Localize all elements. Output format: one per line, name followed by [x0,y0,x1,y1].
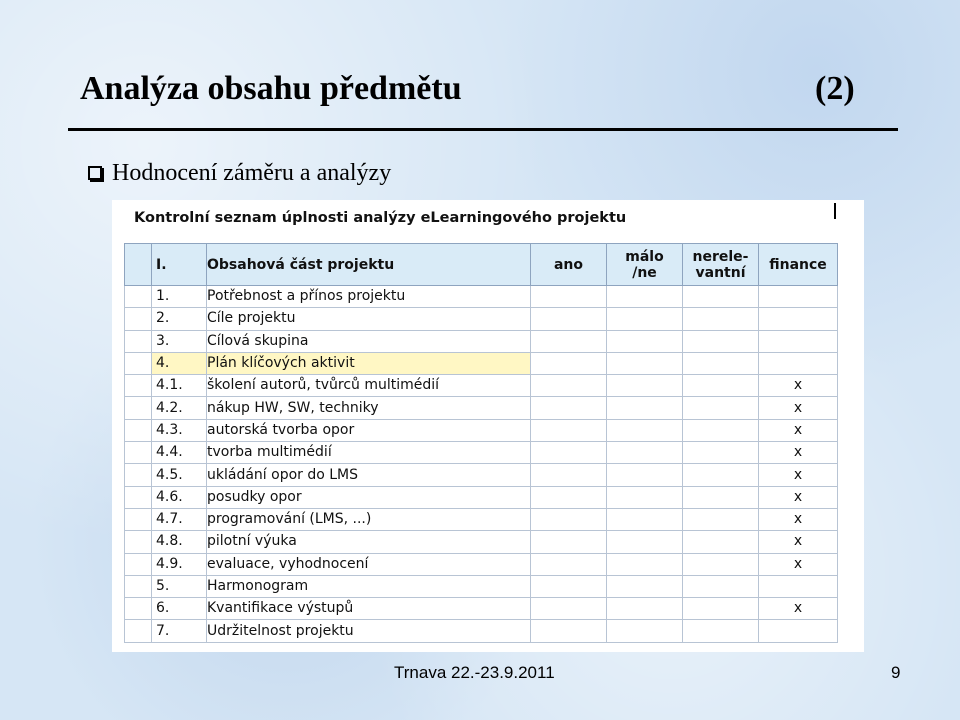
row-label-cell: nákup HW, SW, techniky [207,397,531,419]
row-few-cell [607,531,683,553]
row-yes-cell [531,575,607,597]
header-blank [125,244,152,286]
row-finance-cell [759,286,838,308]
table-row [125,419,838,441]
row-yes-cell [531,508,607,530]
row-number-cell: 4.8. [152,531,207,553]
row-label-cell: Harmonogram [207,575,531,597]
row-number-cell: 4. [152,352,207,374]
text-cursor-icon [834,203,836,219]
row-few-cell [607,464,683,486]
header-irrelevant: nerele- vantní [683,244,759,286]
sheet-title: Kontrolní seznam úplnosti analýzy eLearningového projektu [134,210,627,226]
row-yes-cell [531,419,607,441]
row-finance-cell: x [759,464,838,486]
row-blank-cell [125,330,152,352]
checklist-sheet-image [112,200,864,652]
row-irrelevant-cell [683,553,759,575]
row-irrelevant-cell [683,531,759,553]
row-label-cell: Cílová skupina [207,330,531,352]
row-blank-cell [125,531,152,553]
row-label-cell: ukládání opor do LMS [207,464,531,486]
table-row [125,308,838,330]
row-label-cell: Plán klíčových aktivit [207,352,531,374]
slide-title-number: (2) [815,70,855,107]
row-number-cell: 4.2. [152,397,207,419]
row-number-cell: 3. [152,330,207,352]
row-irrelevant-cell [683,442,759,464]
row-finance-cell [759,352,838,374]
row-few-cell [607,620,683,642]
row-yes-cell [531,598,607,620]
row-yes-cell [531,486,607,508]
row-irrelevant-cell [683,397,759,419]
table-row [125,442,838,464]
row-few-cell [607,375,683,397]
row-blank-cell [125,575,152,597]
row-few-cell [607,575,683,597]
row-blank-cell [125,352,152,374]
footer-text: Trnava 22.-23.9.2011 [394,663,555,682]
title-divider [68,128,898,131]
row-finance-cell: x [759,531,838,553]
row-few-cell [607,308,683,330]
row-finance-cell: x [759,553,838,575]
row-blank-cell [125,620,152,642]
header-yes: ano [531,244,607,286]
table-row [125,464,838,486]
table-header-row [125,244,838,286]
row-few-cell [607,553,683,575]
row-yes-cell [531,330,607,352]
row-blank-cell [125,286,152,308]
row-few-cell [607,598,683,620]
table-row [125,575,838,597]
row-yes-cell [531,531,607,553]
row-blank-cell [125,553,152,575]
row-finance-cell: x [759,486,838,508]
table-row [125,352,838,374]
row-number-cell: 6. [152,598,207,620]
slide-title: Analýza obsahu předmětu [80,70,462,107]
table-row [125,330,838,352]
checklist-table [124,243,838,643]
row-blank-cell [125,308,152,330]
row-label-cell: Cíle projektu [207,308,531,330]
row-finance-cell: x [759,419,838,441]
row-number-cell: 4.4. [152,442,207,464]
row-yes-cell [531,553,607,575]
row-irrelevant-cell [683,575,759,597]
row-finance-cell [759,330,838,352]
row-irrelevant-cell [683,598,759,620]
row-number-cell: 7. [152,620,207,642]
checkbox-bullet-icon [88,166,102,180]
row-yes-cell [531,397,607,419]
row-finance-cell [759,308,838,330]
row-irrelevant-cell [683,620,759,642]
row-yes-cell [531,286,607,308]
table-row [125,286,838,308]
row-label-cell: evaluace, vyhodnocení [207,553,531,575]
row-few-cell [607,330,683,352]
row-label-cell: tvorba multimédií [207,442,531,464]
row-blank-cell [125,464,152,486]
row-number-cell: 4.6. [152,486,207,508]
table-row [125,486,838,508]
row-blank-cell [125,508,152,530]
row-few-cell [607,352,683,374]
row-yes-cell [531,308,607,330]
row-label-cell: Udržitelnost projektu [207,620,531,642]
row-label-cell: Kvantifikace výstupů [207,598,531,620]
row-few-cell [607,486,683,508]
row-number-cell: 2. [152,308,207,330]
row-label-cell: programování (LMS, ...) [207,508,531,530]
row-irrelevant-cell [683,419,759,441]
row-number-cell: 5. [152,575,207,597]
row-irrelevant-cell [683,330,759,352]
page-number: 9 [891,663,901,682]
row-number-cell: 4.1. [152,375,207,397]
row-number-cell: 4.7. [152,508,207,530]
row-yes-cell [531,442,607,464]
row-few-cell [607,508,683,530]
table-row [125,531,838,553]
table-row [125,508,838,530]
row-label-cell: pilotní výuka [207,531,531,553]
row-finance-cell: x [759,442,838,464]
row-label-cell: autorská tvorba opor [207,419,531,441]
row-finance-cell [759,575,838,597]
table-row [125,620,838,642]
row-number-cell: 1. [152,286,207,308]
row-yes-cell [531,375,607,397]
row-irrelevant-cell [683,486,759,508]
row-irrelevant-cell [683,508,759,530]
row-few-cell [607,397,683,419]
row-label-cell: školení autorů, tvůrců multimédií [207,375,531,397]
header-section: I. [152,244,207,286]
row-number-cell: 4.3. [152,419,207,441]
row-label-cell: Potřebnost a přínos projektu [207,286,531,308]
row-few-cell [607,419,683,441]
row-label-cell: posudky opor [207,486,531,508]
row-number-cell: 4.5. [152,464,207,486]
table-row [125,375,838,397]
header-part: Obsahová část projektu [207,244,531,286]
table-row [125,397,838,419]
row-finance-cell [759,620,838,642]
row-blank-cell [125,486,152,508]
row-finance-cell: x [759,375,838,397]
header-few: málo /ne [607,244,683,286]
row-yes-cell [531,464,607,486]
row-few-cell [607,286,683,308]
row-blank-cell [125,419,152,441]
row-yes-cell [531,620,607,642]
header-finance: finance [759,244,838,286]
row-finance-cell: x [759,508,838,530]
bullet-item [88,161,391,185]
row-blank-cell [125,375,152,397]
row-blank-cell [125,397,152,419]
bullet-text: Hodnocení záměru a analýzy [112,160,392,186]
row-finance-cell: x [759,397,838,419]
table-row [125,553,838,575]
row-blank-cell [125,442,152,464]
row-irrelevant-cell [683,286,759,308]
row-blank-cell [125,598,152,620]
row-irrelevant-cell [683,375,759,397]
row-irrelevant-cell [683,352,759,374]
table-row [125,598,838,620]
row-irrelevant-cell [683,308,759,330]
row-irrelevant-cell [683,464,759,486]
row-yes-cell [531,352,607,374]
row-few-cell [607,442,683,464]
row-finance-cell: x [759,598,838,620]
row-number-cell: 4.9. [152,553,207,575]
